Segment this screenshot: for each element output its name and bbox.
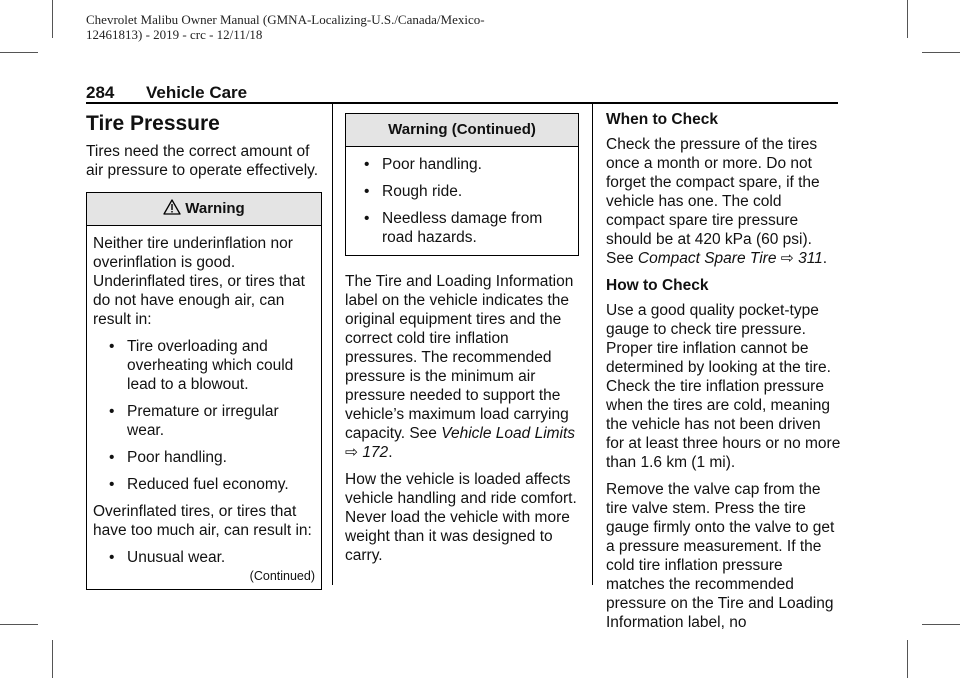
column-divider xyxy=(332,103,333,585)
column-2 xyxy=(345,113,579,573)
continued-label: (Continued) xyxy=(249,569,315,583)
list-item: • Poor handling. xyxy=(109,449,227,466)
document-header-line-2: 12461813) - 2019 - crc - 12/11/18 xyxy=(86,27,263,42)
heading-rule xyxy=(86,102,838,104)
warning-header: Warning (Continued) xyxy=(346,114,578,147)
crop-mark xyxy=(0,52,38,53)
subheading-how-to-check: How to Check xyxy=(606,277,709,294)
crop-mark xyxy=(52,640,53,678)
crop-mark xyxy=(922,624,960,625)
list-item: • Needless damage from road hazards. xyxy=(364,210,543,246)
paragraph: The Tire and Loading Information label on the vehicle indicates the original equipment tires and the correct cold tire inflation pressures. The recommended pressure is the minimum air pressure needed to support the vehicle’s maximum load carrying capacity. See Vehicle Load Limits ⇨ 172. xyxy=(345,273,576,461)
page-ref-number: 172 xyxy=(362,444,389,461)
page-ref-icon: ⇨ xyxy=(780,250,794,267)
warning-heading: Warning xyxy=(185,200,245,217)
column-3 xyxy=(606,110,842,640)
bullet-icon: • xyxy=(364,183,370,200)
crop-mark xyxy=(907,640,908,678)
intro-paragraph: Tires need the correct amount of air pressure to operate effectively. xyxy=(86,143,319,179)
bullet-icon: • xyxy=(364,156,370,173)
document-header xyxy=(86,12,485,42)
crop-mark xyxy=(0,624,38,625)
cross-reference-link[interactable]: Vehicle Load Limits xyxy=(441,425,576,442)
bullet-icon: • xyxy=(109,549,115,566)
list-item: • Unusual wear. xyxy=(109,549,226,566)
list-item: • Premature or irregular wear. xyxy=(109,403,279,439)
paragraph: Use a good quality pocket-type gauge to check tire pressure. Proper tire inflation cannot be determined by looking at the tire. Check the tire inflation pressure when the tires are cold, meaning the vehicle has not been driven for at least three hours or no more than 1.6 km (1 mi). xyxy=(606,302,841,471)
bullet-icon: • xyxy=(364,210,370,227)
crop-mark xyxy=(922,52,960,53)
warning-bullet-list xyxy=(93,337,315,494)
warning-box xyxy=(86,192,322,590)
list-item: • Rough ride. xyxy=(364,183,463,200)
warning-body xyxy=(346,147,578,255)
column-divider xyxy=(592,103,593,585)
list-item: • Tire overloading and overheating which could lead to a blowout. xyxy=(109,338,294,393)
chapter-title: Vehicle Care xyxy=(146,83,248,102)
list-item: • Reduced fuel economy. xyxy=(109,476,289,493)
paragraph: Remove the valve cap from the tire valve stem. Press the tire gauge firmly onto the valve to get a pressure measurement. If the cold tire inflation pressure matches the recommended pressure on the Tire and Loading Information label, no xyxy=(606,481,835,631)
crop-mark xyxy=(907,0,908,38)
paragraph: Check the pressure of the tires once a month or more. Do not forget the compact spare, if the vehicle has one. The cold compact spare tire pressure should be at 420 kPa (60 psi). See Compact Spare Tire ⇨ 311. xyxy=(606,136,828,267)
paragraph: How the vehicle is loaded affects vehicle handling and ride comfort. Never load the vehicle with more weight than it was designed to carry. xyxy=(345,471,577,564)
crop-mark xyxy=(52,0,53,38)
bullet-icon: • xyxy=(109,403,115,420)
warning-box-continued xyxy=(345,113,579,256)
warning-header xyxy=(87,193,321,226)
bullet-icon: • xyxy=(109,476,115,493)
warning-text: Neither tire underinflation nor overinflation is good. Underinflated tires, or tires that do not have enough air, can result in: xyxy=(93,235,305,328)
page-heading xyxy=(86,84,838,102)
warning-bullet-list xyxy=(93,548,315,567)
bullet-icon: • xyxy=(109,338,115,355)
section-title: Tire Pressure xyxy=(86,112,220,135)
warning-triangle-icon xyxy=(163,195,181,227)
page-ref-icon: ⇨ xyxy=(345,444,358,461)
list-item: • Poor handling. xyxy=(364,156,482,173)
warning-text: Overinflated tires, or tires that have too much air, can result in: xyxy=(93,503,312,539)
subheading-when-to-check: When to Check xyxy=(606,111,718,128)
bullet-icon: • xyxy=(109,449,115,466)
page-number: 284 xyxy=(86,83,115,102)
warning-bullet-list xyxy=(352,155,572,247)
document-header-line-1: Chevrolet Malibu Owner Manual (GMNA-Localizing-U.S./Canada/Mexico- xyxy=(86,12,485,27)
cross-reference-link[interactable]: Compact Spare Tire xyxy=(637,250,777,267)
warning-body xyxy=(87,226,321,589)
column-1 xyxy=(86,108,322,590)
page-ref-number: 311 xyxy=(798,250,823,267)
